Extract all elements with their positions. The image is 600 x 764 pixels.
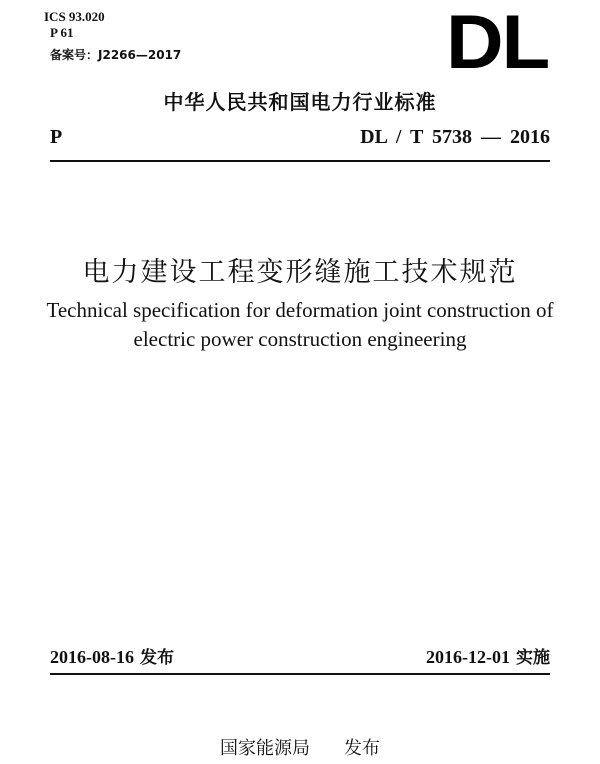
issuer-line [0, 734, 600, 760]
issuer-name: 国家能源局 [220, 738, 310, 759]
implement-date-block [426, 643, 550, 668]
title-english-line1: Technical specification for deformation joint construction of [46, 298, 554, 322]
issuer-action: 发布 [344, 738, 380, 759]
record-number: 备案号：J2266—2017 [50, 48, 182, 62]
class-code: P 61 [50, 25, 74, 40]
implement-label: 实施 [516, 648, 550, 668]
top-divider [50, 160, 550, 162]
bottom-divider [50, 673, 550, 675]
standard-code: DL / T 5738 — 2016 [360, 126, 550, 148]
title-english-line2: electric power construction engineering [133, 327, 467, 351]
publish-date-block [50, 643, 174, 668]
standard-type-heading: 中华人民共和国电力行业标准 [163, 90, 437, 114]
title-chinese: 电力建设工程变形缝施工技术规范 [82, 257, 518, 288]
publish-date: 2016-08-16 [50, 647, 134, 667]
publish-label: 发布 [140, 648, 174, 668]
ics-code: ICS 93.020 [44, 9, 105, 24]
classification-letter: P [50, 126, 63, 148]
implement-date: 2016-12-01 [426, 647, 510, 667]
dl-logo: DL [446, 0, 549, 85]
